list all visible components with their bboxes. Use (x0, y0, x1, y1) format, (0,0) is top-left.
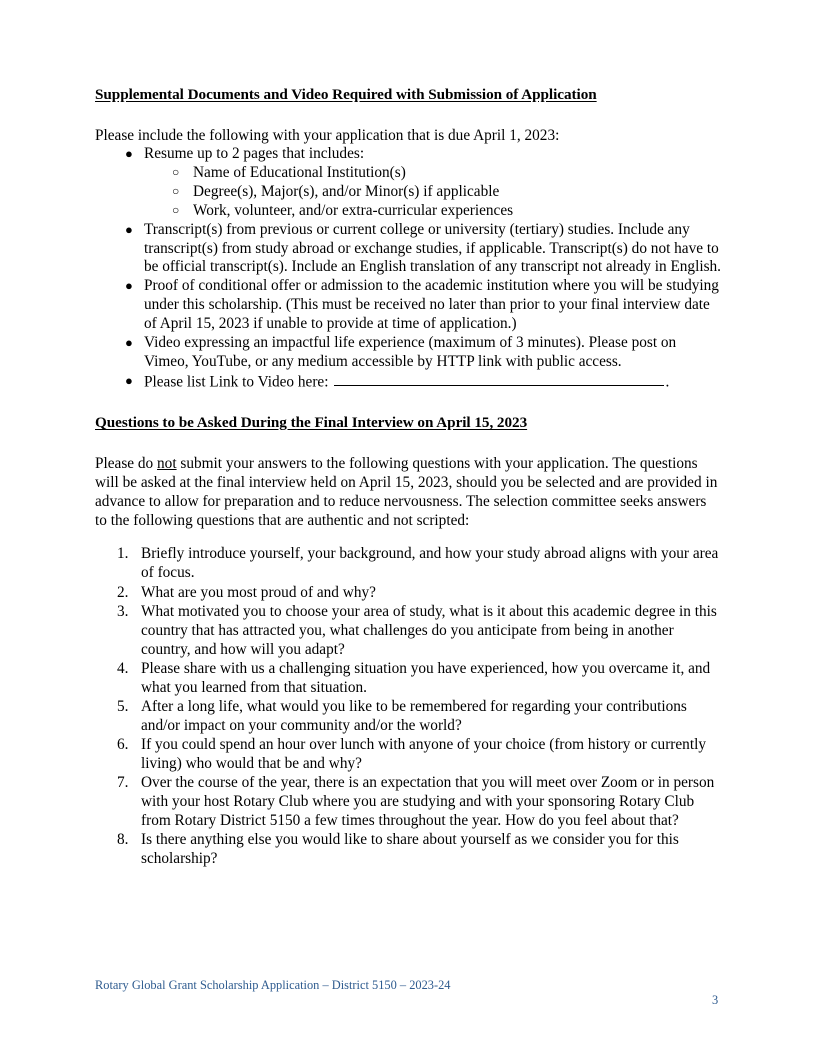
spacer (95, 104, 721, 126)
list-item (95, 697, 721, 735)
bullet-icon: ● (125, 372, 133, 388)
question-text: Over the course of the year, there is an expectation that you will meet over Zoom or in person with your host Rotary Club where you are studying and with your sponsoring Rotary Club from Rotary District 5150 a few times throughout the year. How do you feel about that? (141, 773, 715, 829)
spacer (95, 392, 721, 414)
intro-text-part2: submit your answers to the following questions with your application. The questions will be asked at the final interview held on April 15, 2023, should you be selected and are provided in advance to allow for preparation and to reduce nervousness. The selection committee seeks answers to the following questions that are authentic and not scripted: (95, 455, 718, 530)
question-text: If you could spend an hour over lunch with anyone of your choice (from history or currently living) who would that be and why? (141, 735, 706, 772)
interview-intro-text (95, 454, 721, 530)
intro-text-part1: Please do (95, 455, 158, 473)
list-item-text: Resume up to 2 pages that includes: (144, 145, 365, 163)
list-item (144, 183, 721, 202)
footer-text: Rotary Global Grant Scholarship Application – District 5150 – 2023-24 (95, 978, 451, 992)
list-item-text: Degree(s), Major(s), and/or Minor(s) if applicable (193, 182, 500, 200)
bullet-icon: ● (125, 334, 133, 350)
section-heading-supplemental-documents: Supplemental Documents and Video Required with Submission of Application (95, 86, 597, 103)
spacer (95, 432, 721, 454)
supplemental-bullet-list (95, 145, 721, 392)
video-link-label: Please list Link to Video here: (144, 373, 329, 391)
resume-sub-list (144, 164, 721, 221)
list-item (95, 334, 721, 372)
hollow-bullet-icon: ○ (172, 164, 180, 179)
bullet-icon: ● (125, 278, 133, 294)
document-body (95, 86, 721, 868)
list-item (95, 145, 721, 221)
video-link-fill-in-item (95, 372, 721, 392)
list-item-text: Video expressing an impactful life experience (maximum of 3 minutes). Please post on Vimeo, YouTube, or any medium accessible by HTTP link with public access. (144, 333, 677, 370)
bullet-icon: ● (125, 146, 133, 162)
video-link-input[interactable] (334, 372, 664, 386)
list-item-text: Work, volunteer, and/or extra-curricular experiences (193, 201, 514, 219)
list-item (95, 773, 721, 830)
page-footer (95, 978, 451, 993)
question-text: What motivated you to choose your area of study, what is it about this academic degree in this country that has attracted you, what challenges do you anticipate from being in another country, and how will you adapt? (141, 602, 717, 658)
list-item (144, 202, 721, 221)
list-item (95, 659, 721, 697)
hollow-bullet-icon: ○ (172, 183, 180, 198)
question-text: Please share with us a challenging situation you have experienced, how you overcame it, and what you learned from that situation. (141, 659, 711, 696)
section-heading-interview-questions: Questions to be Asked During the Final Interview on April 15, 2023 (95, 414, 528, 432)
emphasized-not: not (157, 455, 177, 473)
bullet-icon: ● (125, 221, 133, 237)
list-item (95, 735, 721, 773)
question-text: Briefly introduce yourself, your background, and how your study abroad aligns with your area of focus. (141, 545, 719, 582)
hollow-bullet-icon: ○ (172, 202, 180, 217)
trailing-punctuation: . (665, 373, 670, 391)
question-text: What are you most proud of and why? (141, 583, 376, 601)
question-text: Is there anything else you would like to share about yourself as we consider you for this scholarship? (141, 830, 679, 867)
supplemental-intro-text: Please include the following with your application that is due April 1, 2023: (95, 126, 560, 144)
list-item-text: Transcript(s) from previous or current college or university (tertiary) studies. Include any transcript(s) from study abroad or exchange studies, if applicable. Transcript(s) do not have to be official transcript(s). Include an English translation of any transcript not already in English. (144, 220, 722, 276)
page-number: 3 (712, 993, 719, 1007)
list-item (95, 583, 721, 602)
list-item (144, 164, 721, 183)
list-item-text: Proof of conditional offer or admission to the academic institution where you will be studying under this scholarship. (This must be received no later than prior to your final interview date of April 15, 2023 if unable to provide at time of application.) (144, 277, 719, 333)
list-item (95, 277, 721, 334)
list-item (95, 221, 721, 278)
list-item (95, 544, 721, 582)
list-item-text: Name of Educational Institution(s) (193, 163, 406, 181)
interview-questions-list (95, 544, 721, 868)
spacer (95, 530, 721, 544)
list-item (95, 830, 721, 868)
list-item (95, 602, 721, 659)
question-text: After a long life, what would you like to be remembered for regarding your contributions and/or impact on your community and/or the world? (141, 697, 687, 734)
